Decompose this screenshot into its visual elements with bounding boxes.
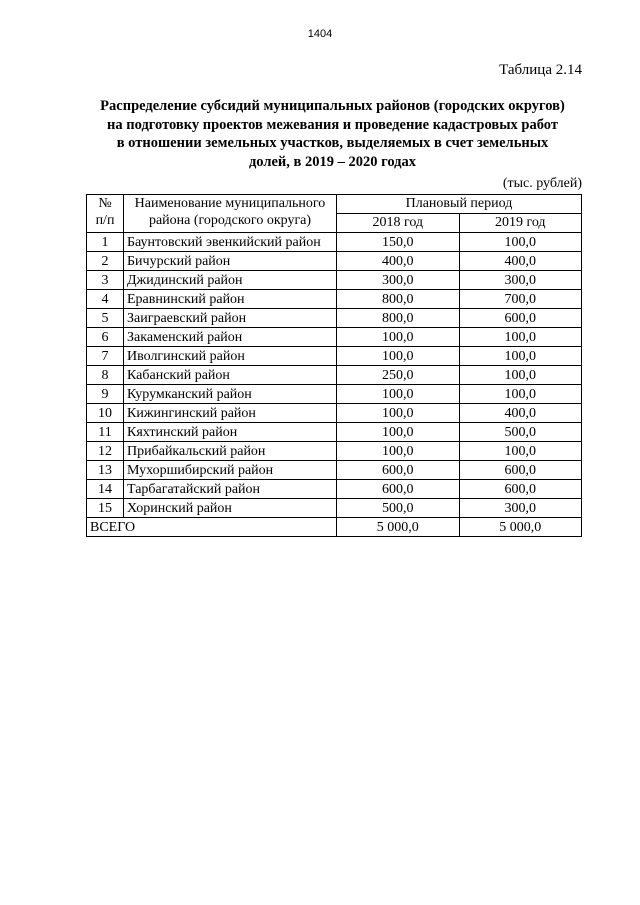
row-district-name: Бичурский район [124,252,337,271]
row-value-2019: 300,0 [459,271,582,290]
row-value-2019: 700,0 [459,290,582,309]
row-district-name: Тарбагатайский район [124,480,337,499]
row-value-2019: 100,0 [459,442,582,461]
row-number: 7 [87,347,124,366]
row-value-2019: 400,0 [459,404,582,423]
table-row [87,499,582,518]
table-row [87,252,582,271]
row-value-2018: 100,0 [337,385,460,404]
row-value-2019: 300,0 [459,499,582,518]
row-district-name: Хоринский район [124,499,337,518]
row-district-name: Баунтовский эвенкийский район [124,233,337,252]
table-header-row [87,195,582,214]
row-district-name: Заиграевский район [124,309,337,328]
table-row [87,461,582,480]
table-row [87,328,582,347]
row-value-2018: 400,0 [337,252,460,271]
row-value-2018: 150,0 [337,233,460,252]
row-value-2019: 600,0 [459,461,582,480]
header-year-2018: 2018 год [337,214,460,233]
row-number: 12 [87,442,124,461]
row-value-2018: 300,0 [337,271,460,290]
row-value-2019: 400,0 [459,252,582,271]
header-name [124,195,337,233]
row-number: 3 [87,271,124,290]
header-number-line2: п/п [95,213,115,228]
table-row [87,309,582,328]
row-number: 5 [87,309,124,328]
table-row [87,423,582,442]
row-value-2019: 100,0 [459,385,582,404]
table-total-row [87,518,582,537]
row-value-2019: 600,0 [459,309,582,328]
row-number: 8 [87,366,124,385]
row-value-2018: 100,0 [337,442,460,461]
row-district-name: Кабанский район [124,366,337,385]
row-district-name: Курумканский район [124,385,337,404]
table-label: Таблица 2.14 [499,62,582,78]
header-number [87,195,124,233]
row-number: 1 [87,233,124,252]
title-line: в отношении земельных участков, выделяемых в счет земельных [116,135,549,151]
row-number: 13 [87,461,124,480]
title-line: долей, в 2019 – 2020 годах [248,153,417,170]
row-district-name: Еравнинский район [124,290,337,309]
row-value-2018: 100,0 [337,423,460,442]
header-number-line1: № [98,196,112,211]
row-district-name: Иволгинский район [124,347,337,366]
row-value-2018: 800,0 [337,290,460,309]
table-row [87,271,582,290]
table-body [87,233,582,537]
row-district-name: Закаменский район [124,328,337,347]
row-value-2019: 600,0 [459,480,582,499]
row-number: 9 [87,385,124,404]
row-value-2019: 100,0 [459,328,582,347]
row-number: 10 [87,404,124,423]
row-value-2018: 800,0 [337,309,460,328]
row-value-2019: 100,0 [459,347,582,366]
table-row [87,404,582,423]
table-row [87,442,582,461]
row-value-2018: 100,0 [337,404,460,423]
header-year-2019: 2019 год [459,214,582,233]
row-number: 4 [87,290,124,309]
document-title [70,97,595,171]
row-number: 15 [87,499,124,518]
row-value-2018: 100,0 [337,347,460,366]
title-line: Распределение субсидий муниципальных районов (городских округов) [100,98,565,114]
table-row [87,385,582,404]
header-name-line2: района (городского округа) [148,213,312,228]
row-number: 6 [87,328,124,347]
row-district-name: Джидинский район [124,271,337,290]
row-district-name: Кижингинский район [124,404,337,423]
subsidy-table [86,194,582,537]
page-number: 1404 [307,28,333,40]
row-value-2018: 500,0 [337,499,460,518]
table-row [87,233,582,252]
row-district-name: Кяхтинский район [124,423,337,442]
row-number: 11 [87,423,124,442]
row-value-2018: 600,0 [337,480,460,499]
row-value-2019: 100,0 [459,366,582,385]
row-district-name: Прибайкальский район [124,442,337,461]
header-period: Плановый период [337,195,582,214]
table-row [87,366,582,385]
total-value-2018: 5 000,0 [337,518,460,537]
row-number: 14 [87,480,124,499]
table-row [87,347,582,366]
row-value-2019: 500,0 [459,423,582,442]
row-value-2018: 100,0 [337,328,460,347]
units-note: (тыс. рублей) [502,176,582,191]
row-district-name: Мухоршибирский район [124,461,337,480]
row-value-2018: 250,0 [337,366,460,385]
title-line: на подготовку проектов межевания и проведение кадастровых работ [107,116,558,133]
row-value-2018: 600,0 [337,461,460,480]
table-row [87,480,582,499]
total-value-2019: 5 000,0 [459,518,582,537]
table-row [87,290,582,309]
row-number: 2 [87,252,124,271]
header-name-line1: Наименование муниципального [134,196,326,211]
row-value-2019: 100,0 [459,233,582,252]
total-label: ВСЕГО [87,518,337,537]
